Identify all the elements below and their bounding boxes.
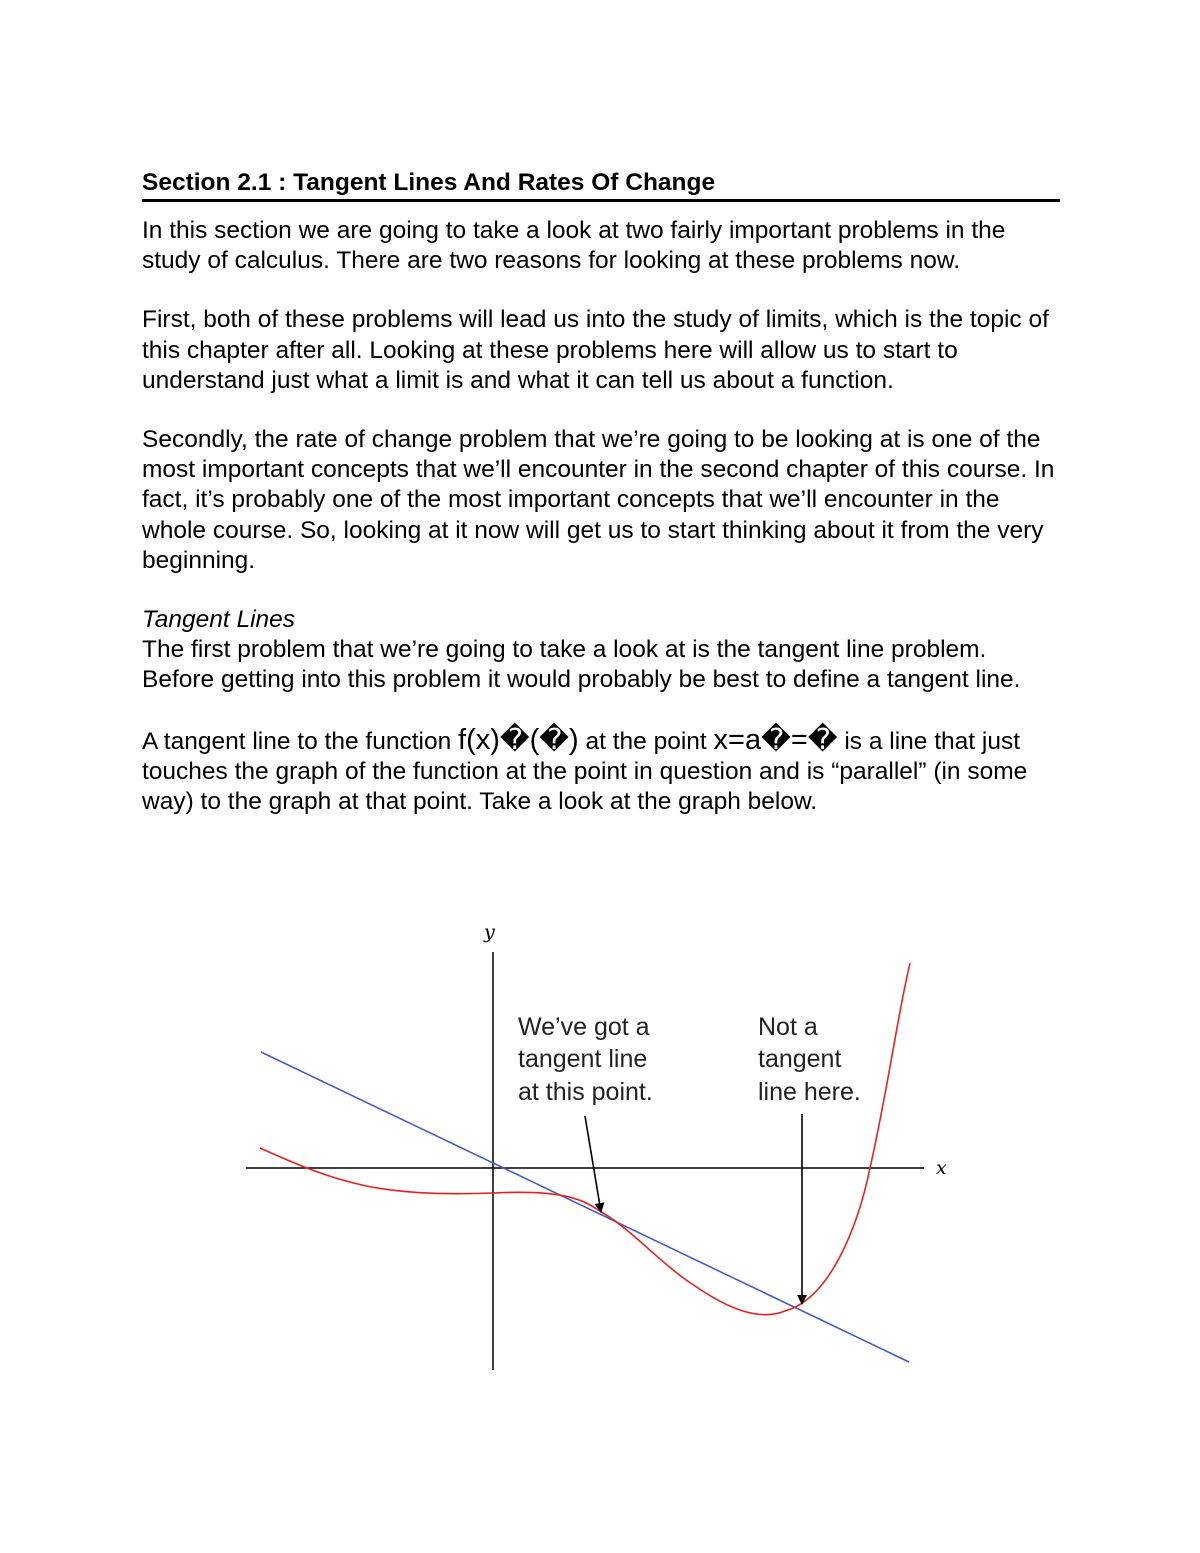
second-reason-paragraph: Secondly, the rate of change problem that we’re going to be looking at is one of the most important concepts that we’ll encounter in the second chapter of this course. In fact, it’s probably one of the most important concepts that we’ll encounter in the whole course. So, looking at it now will get us to start thinking about it from the very beginning. — [142, 426, 1055, 574]
tangent-arrow — [585, 1116, 601, 1212]
tangent-annotation-line-3: at this point. — [518, 1078, 653, 1106]
math-xa: x=a — [713, 723, 762, 756]
definition-text-2: at the point — [578, 727, 714, 755]
page-content — [142, 168, 1060, 817]
tangent-graph-svg — [240, 918, 947, 1370]
not-tangent-annotation-line-2: tangent — [758, 1045, 842, 1073]
section-title: Section 2.1 : Tangent Lines And Rates Of Change — [142, 168, 1060, 202]
first-reason-paragraph: First, both of these problems will lead us into the study of limits, which is the topic of this chapter after all. Looking at these problems here will allow us to start to understand just what a limit is and what it can tell us about a function. — [142, 306, 1049, 394]
tangent-definition-paragraph — [142, 725, 1060, 818]
x-axis-label: x — [936, 1157, 947, 1179]
definition-text-1: A tangent line to the function — [142, 727, 459, 755]
intro-paragraph: In this section we are going to take a look at two fairly important problems in the study of calculus. There are two reasons for looking at these problems now. — [142, 217, 1006, 275]
tangent-annotation-line-1: We’ve got a — [518, 1013, 650, 1041]
tangent-line-figure — [240, 918, 947, 1370]
definition-text-3: is a line that just touches the graph of the function at the point in question and is “parallel” (in some way) to the graph at that point. Take a look at the graph below. — [142, 727, 1028, 816]
y-axis-label: y — [484, 921, 495, 943]
math-fx: f(x) — [458, 723, 500, 756]
not-tangent-annotation-line-3: line here. — [758, 1078, 861, 1106]
tangent-lines-subheading: Tangent Lines — [142, 606, 296, 634]
tangent-annotation-line-2: tangent line — [518, 1045, 648, 1073]
garbled-fx: �(�) — [499, 723, 579, 756]
garbled-xa: �=� — [761, 723, 838, 756]
not-tangent-annotation-line-1: Not a — [758, 1013, 818, 1041]
tangent-problem-paragraph: The first problem that we’re going to take a look at is the tangent line problem. Before getting into this problem it would probably be best to define a tangent line. — [142, 636, 1021, 694]
